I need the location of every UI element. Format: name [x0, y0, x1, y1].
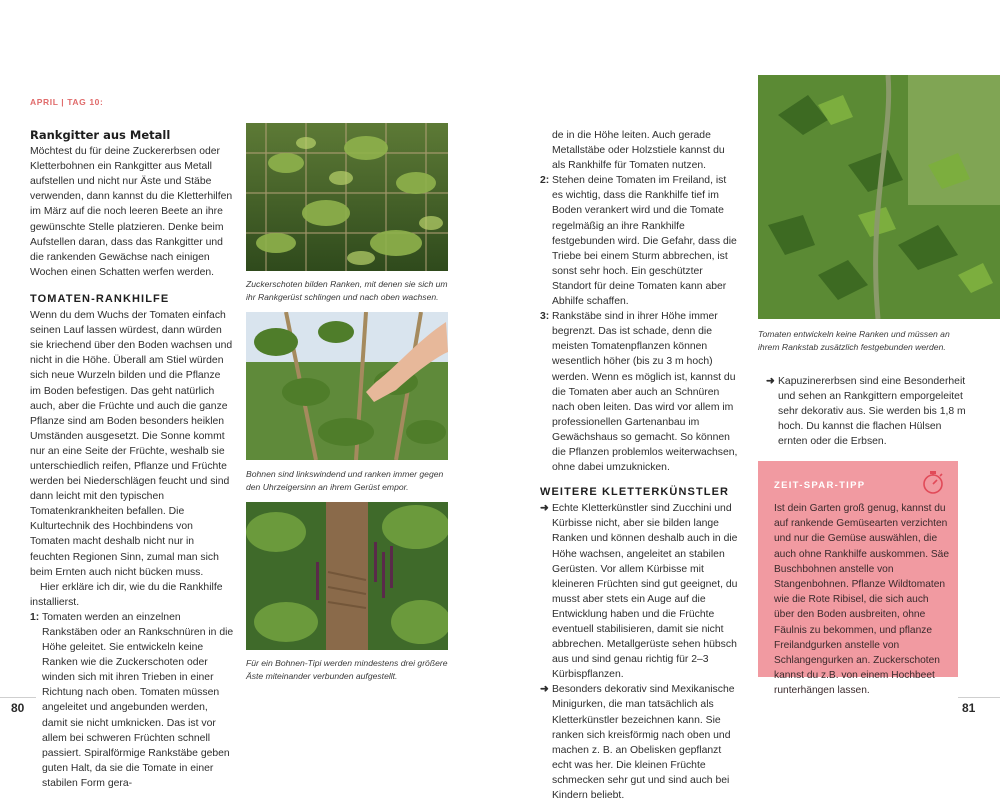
bullet-item	[540, 682, 740, 803]
bullet-text: Echte Kletterkünstler sind Zucchini und Kürbisse nicht, aber sie bilden lange Ranken und können deshalb auch in die Höhe wachsen, angeleitet an stabilen Gerüsten. Vor allem Kürbisse mit kleineren Früchten sind gut geeignet, du musst aber stets ein Auge auf die Entwicklung haben und die Früchte eventuell stabilisieren, damit sie nicht abbrechen. Metallgerüste sehen hübsch aus und sind genau richtig für 2–3 Kürbispflanzen.	[552, 503, 738, 681]
photo-zuckerschoten	[246, 123, 448, 271]
section-title-kletterkuenstler: WEITERE KLETTERKÜNSTLER	[540, 486, 730, 499]
tip-text: Ist dein Garten groß genug, kannst du auf rankende Gemüsearten verzichten und nur die Gemüse auswählen, die auch ohne Rankhilfe auskommen. Säe Buschbohnen anstelle von Stangenbohnen. Pflanze Wildtomaten wie die Rote Ribisel, die sich auch über den Boden ausbreiten, ohne Fäulnis zu bekommen, und pflanze Freilandgurken anstelle von Schlangengurken an. Zuckerschoten kannst du z.B. von einem Hochbeet runterhängen lassen.	[774, 503, 949, 697]
tip-title: ZEIT-SPAR-TIPP	[774, 480, 866, 491]
arrow-icon: ➜	[540, 684, 549, 696]
bullet-item	[766, 374, 966, 449]
caption-tomaten: Tomaten entwickeln keine Ranken und müssen an ihrem Rankstab zusätzlich festgebunden werden.	[758, 329, 950, 352]
caption-bohnen: Bohnen sind linkswindend und ranken immer gegen den Uhrzeigersinn an ihrem Gerüst empor.	[246, 469, 444, 492]
page-number-left: 80	[11, 701, 25, 715]
continued-text: de in die Höhe leiten. Auch gerade Metallstäbe oder Holzstiele kannst du als Rankhilfe für Tomaten nutzen.	[552, 130, 725, 172]
intro-line: Hier erkläre ich dir, wie du die Rankhilfe installierst.	[30, 581, 223, 608]
bullet-item	[540, 501, 740, 682]
item-marker: 1:	[30, 611, 40, 623]
bullet-text: Kapuzinererbsen sind eine Besonderheit und sehen an Rankgittern emporgeleitet sehr dekorativ aus. Sie werden bis 1,8 m hoch. Du kannst die flachen Hülsen ernten oder die Erbsen.	[778, 376, 966, 448]
item-text: Stehen deine Tomaten im Freiland, ist es wichtig, dass die Rankhilfe tief im Boden verankert wird und die Tomate regelmäßig an ihre Rankhilfe festgebunden wird. Die Gefahr, dass die Triebe bei einem Sturm abbrechen, ist sonst sehr hoch. Ein geschützter Standort für deine Tomaten kann aber Abhilfe schaffen.	[552, 175, 737, 308]
item-text: Rankstäbe sind in ihrer Höhe immer begrenzt. Das ist schade, denn die meisten Tomatenpflanzen können wesentlich höher (bis zu 3 m hoch) werden. Wenn es möglich ist, kannst du die Tomaten aber auch an Schnüren nach oben leiten. Das wird vor allem im professionellen Gartenanbau im Gewächshaus so gemacht. So können die Pflanzen problemlos weiterwachsen, ohne dabei umzuknicken.	[552, 311, 738, 474]
section-title-tomaten-rankhilfe: TOMATEN-RANKHILFE	[30, 292, 170, 305]
arrow-icon: ➜	[540, 503, 549, 515]
item-marker: 2:	[540, 175, 550, 187]
page-number-right: 81	[962, 701, 976, 715]
list-item	[30, 610, 234, 791]
item-marker: 3:	[540, 311, 550, 323]
left-text-column	[30, 128, 234, 791]
right-text-column	[540, 128, 740, 803]
photo-tomaten	[758, 75, 1000, 319]
caption-bohnen-tipi: Für ein Bohnen-Tipi werden mindestens drei größere Äste miteinander verbunden aufgestellt.	[246, 658, 448, 681]
section-title-rankgitter: Rankgitter aus Metall	[30, 128, 171, 142]
list-item	[540, 309, 740, 475]
item-text: Tomaten werden an einzelnen Rankstäben oder an Rankschnüren in die Höhe geleitet. Sie entwickeln keine Ranken wie die Zuckerschoten oder winden sich mit ihren Trieben in einer Richtung nach oben. Tomaten müssen angeleitet und angebunden werden, damit sie nicht umknicken. Das ist vor allem bei schweren Früchten schnell passiert. Spiralförmige Rankstäbe geben guten Halt, da sie die Tomate in einer stabilen Form gera-	[42, 611, 234, 789]
stopwatch-icon	[920, 469, 946, 500]
photo-bohnen	[246, 312, 448, 460]
section-text-tomaten: Wenn du dem Wuchs der Tomaten einfach seinen Lauf lassen würdest, dann würden sie kriechend über den Boden wachsen und nicht in die Höhe. Überall am Stiel würden sich neue Wurzeln bilden und die Pflanze im Boden befestigen. Das geht natürlich auch, aber die Früchte und auch die ganze Pflanze sind am Boden besonders heiklen Umständen ausgesetzt. Die Sonne kommt nur an eine Seite der Früchte, weshalb sie unterschiedlich reifen, Pflanze und Früchte werden bei Niederschlägen feucht und sind dann leicht mit den typischen Tomatenkrankheiten befallen. Die Kulturtechnik des Hochbindens von Tomaten macht deshalb nicht nur in feuchten Regionen Sinn, zumal man sich beim Ernten auch nicht bücken muss.	[30, 310, 233, 578]
page-number-rule-right	[958, 697, 1000, 698]
chapter-header: APRIL | TAG 10:	[30, 97, 104, 107]
page-number-rule-left	[0, 697, 36, 698]
arrow-icon: ➜	[766, 376, 775, 387]
caption-zuckerschoten: Zuckerschoten bilden Ranken, mit denen sie sich um ihr Rankgerüst schlingen und nach oben wachsen.	[246, 279, 448, 302]
right-bullet-column	[766, 374, 966, 449]
photo-bohnen-tipi	[246, 502, 448, 650]
tip-box	[758, 461, 958, 697]
list-item	[540, 173, 740, 309]
section-text-rankgitter: Möchtest du für deine Zuckererbsen oder Kletterbohnen ein Rankgitter aus Metall aufstellen und nicht nur Äste und Stäbe verwenden, dann kannst du die Kletterhilfen im März auf die noch leeren Beete an ihre gewünschte Stelle platzieren. Denke beim Aufstellen daran, dass das Rankgitter und die rankenden Gewächse nach einigen Wochen einen Schatten werfen werden.	[30, 146, 233, 278]
bullet-text: Besonders dekorativ sind Mexikanische Minigurken, die man tatsächlich als Kletterkünstler bezeichnen kann. Sie ranken sich kreisförmig nach oben und machen z. B. an Obelisken gepflanzt echt was her. Die kleinen Früchte schmecken sehr gut und sind auch bei Kindern beliebt.	[552, 684, 735, 802]
